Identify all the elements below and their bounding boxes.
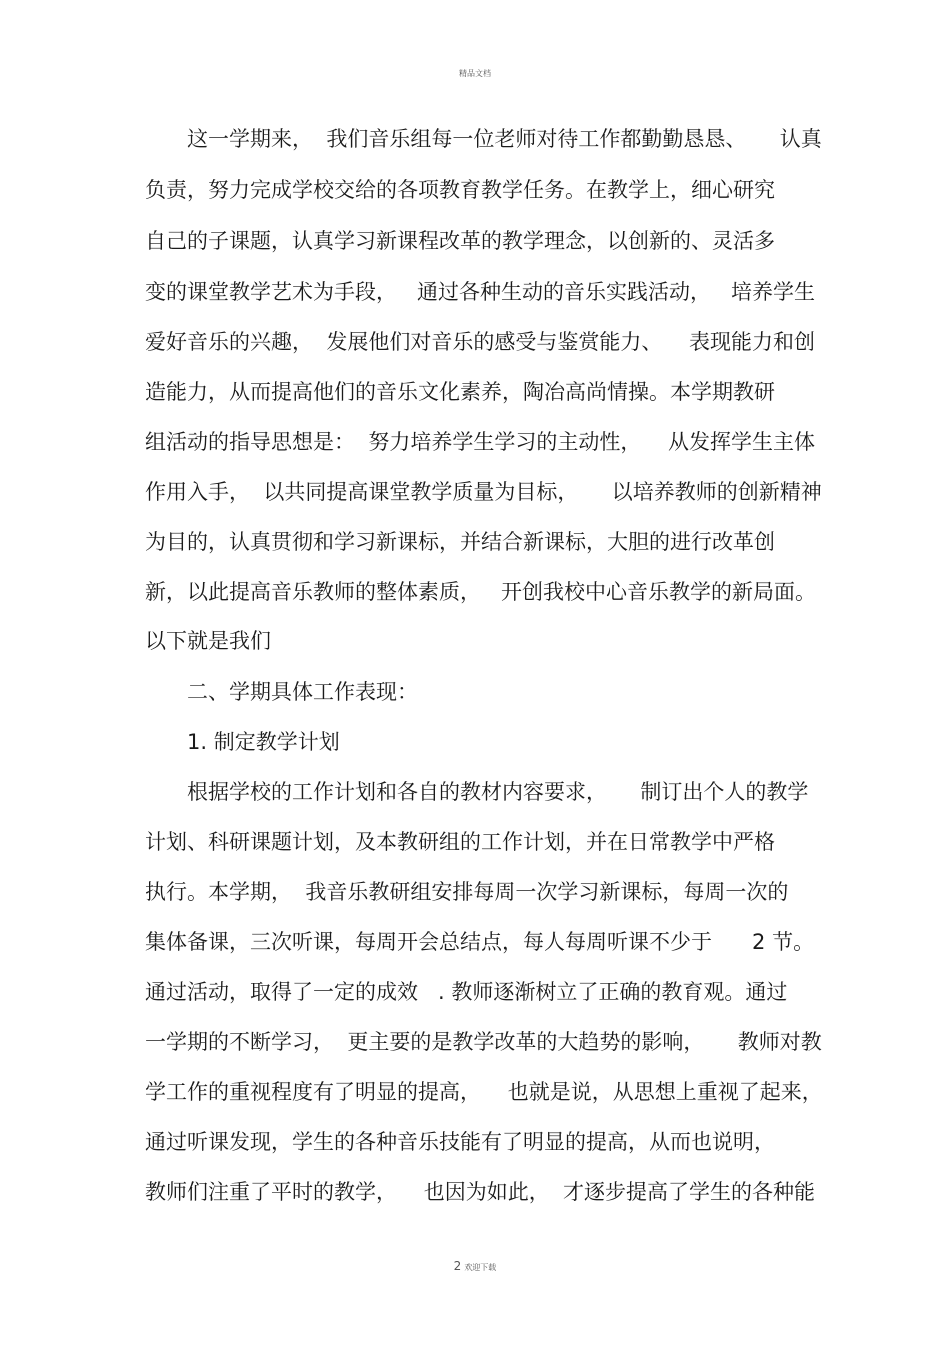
text-line: 自己的子课题，认真学习新课程改革的教学理念，以创新的、灵活多: [145, 229, 775, 253]
page-header: 精品文档: [459, 69, 491, 78]
footer-text: 欢迎下载: [464, 1263, 497, 1272]
text-line: 为目的，认真贯彻和学习新课标，并结合新课标，大胆的进行改革创: [145, 530, 775, 554]
subsection-heading: 1. 制定教学计划: [187, 730, 340, 754]
text-line: 执行。本学期， 我音乐教研组安排每周一次学习新课标，每周一次的: [145, 880, 789, 904]
text-line: 组活动的指导思想是： 努力培养学生学习的主动性， 从发挥学生主体: [145, 430, 816, 454]
text-line: 根据学校的工作计划和各自的教材内容要求， 制订出个人的教学: [187, 780, 809, 804]
section-heading: 二、学期具体工作表现：: [187, 680, 418, 704]
text-line: 通过听课发现，学生的各种音乐技能有了明显的提高，从而也说明，: [145, 1130, 775, 1154]
text-line: 一学期的不断学习， 更主要的是教学改革的大趋势的影响， 教师对教: [145, 1030, 822, 1054]
text-line: 造能力，从而提高他们的音乐文化素养，陶冶高尚情操。本学期教研: [145, 380, 775, 404]
text-line: 通过活动，取得了一定的成效 . 教师逐渐树立了正确的教育观。通过: [145, 980, 788, 1004]
text-line: 负责，努力完成学校交给的各项教育教学任务。在教学上，细心研究: [145, 178, 775, 202]
text-line: 计划、科研课题计划，及本教研组的工作计划，并在日常教学中严格: [145, 830, 775, 854]
text-line: 这一学期来， 我们音乐组每一位老师对待工作都勤勤恳恳、 认真: [187, 127, 822, 151]
text-line: 教师们注重了平时的教学， 也因为如此， 才逐步提高了学生的各种能: [145, 1180, 816, 1204]
text-line: 集体备课，三次听课，每周开会总结点，每人每周听课不少于 2 节。: [145, 930, 815, 954]
text-line: 作用入手， 以共同提高课堂教学质量为目标， 以培养教师的创新精神: [145, 480, 822, 504]
page-number: 2: [453, 1259, 462, 1273]
text-line: 以下就是我们: [145, 629, 271, 653]
text-line: 爱好音乐的兴趣， 发展他们对音乐的感受与鉴赏能力、 表现能力和创: [145, 330, 816, 354]
text-line: 学工作的重视程度有了明显的提高， 也就是说，从思想上重视了起来，: [145, 1080, 823, 1104]
page-footer: [0, 1259, 950, 1273]
text-line: 新，以此提高音乐教师的整体素质， 开创我校中心音乐教学的新局面。: [145, 580, 817, 604]
text-line: 变的课堂教学艺术为手段， 通过各种生动的音乐实践活动， 培养学生: [145, 280, 816, 304]
